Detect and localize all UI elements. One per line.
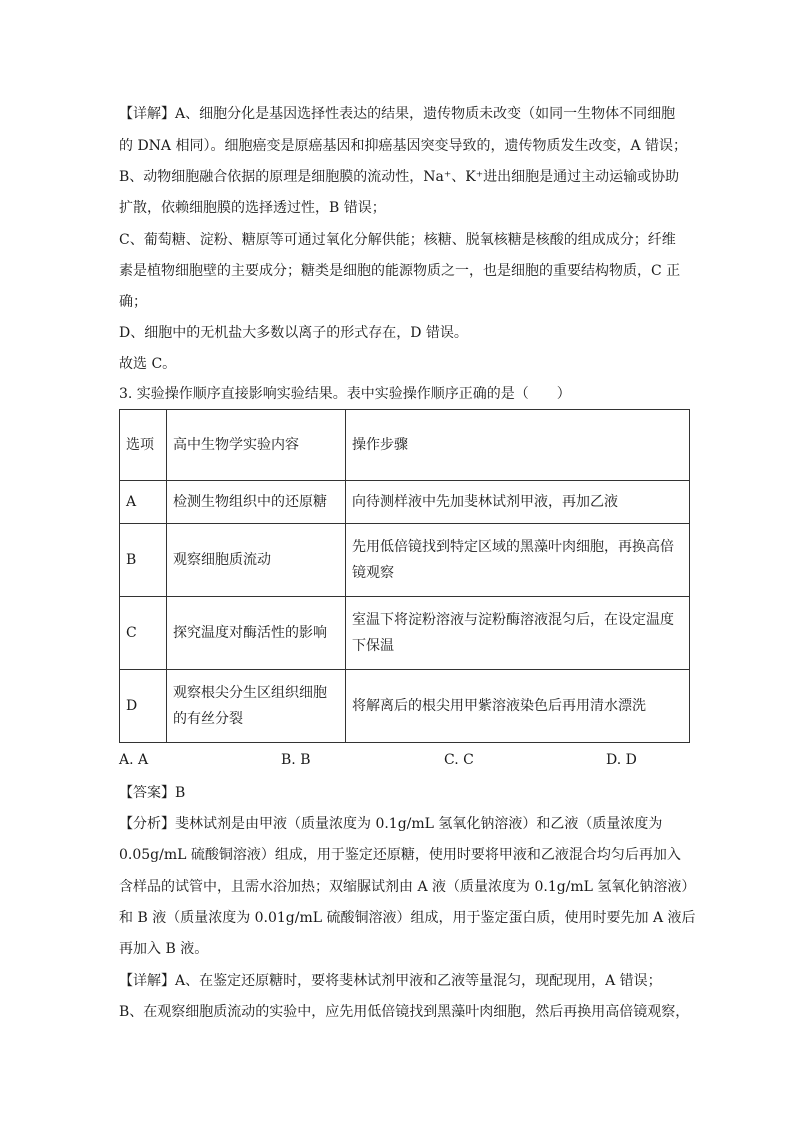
detail-line-8: D、细胞中的无机盐大多数以离子的形式存在，D 错误。 <box>119 325 468 341</box>
row-option: B <box>120 524 167 597</box>
header-content: 高中生物学实验内容 <box>167 410 346 481</box>
option-a: A. A <box>119 752 149 768</box>
option-d: D. D <box>606 752 637 768</box>
experiment-table <box>119 409 690 743</box>
detail-line-3: B、动物细胞融合依据的原理是细胞膜的流动性，Na⁺、K⁺进出细胞是通过主动运输或协助 <box>119 169 680 185</box>
row-option: A <box>120 481 167 524</box>
conclusion-line: 故选 C。 <box>119 356 177 372</box>
detail-line-6: 素是植物细胞壁的主要成分；糖类是细胞的能源物质之一，也是细胞的重要结构物质，C 正 <box>119 263 681 279</box>
analysis-line-4: 和 B 液（质量浓度为 0.01g/mL 硫酸铜溶液）组成，用于鉴定蛋白质，使用时要先加 A 液后 <box>119 910 696 926</box>
table-header-row <box>120 410 690 481</box>
answer-options <box>119 752 694 770</box>
table-row <box>120 597 690 670</box>
header-option: 选项 <box>120 410 167 481</box>
row-steps: 向待测样液中先加斐林试剂甲液，再加乙液 <box>346 481 690 524</box>
analysis-line-1: 【分析】斐林试剂是由甲液（质量浓度为 0.1g/mL 氢氧化钠溶液）和乙液（质量浓度为 <box>119 816 663 832</box>
table-row <box>120 670 690 743</box>
analysis-line-2: 0.05g/mL 硫酸铜溶液）组成，用于鉴定还原糖，使用时要将甲液和乙液混合均匀后再加入 <box>119 847 681 863</box>
table-row <box>120 481 690 524</box>
detail-line-5: C、葡萄糖、淀粉、糖原等可通过氧化分解供能；核糖、脱氧核糖是核酸的组成成分；纤维 <box>119 232 676 248</box>
row-option: D <box>120 670 167 743</box>
header-steps: 操作步骤 <box>346 410 690 481</box>
row-steps: 先用低倍镜找到特定区域的黑藻叶肉细胞，再换高倍镜观察 <box>346 524 690 597</box>
answer-line: 【答案】B <box>119 785 186 801</box>
option-b: B. B <box>281 752 311 768</box>
row-option: C <box>120 597 167 670</box>
detail2-line-2: B、在观察细胞质流动的实验中，应先用低倍镜找到黑藻叶肉细胞，然后再换用高倍镜观察， <box>119 1004 690 1020</box>
row-steps: 将解离后的根尖用甲紫溶液染色后再用清水漂洗 <box>346 670 690 743</box>
detail-line-2: 的 DNA 相同）。细胞癌变是原癌基因和抑癌基因突变导致的，遗传物质发生改变，A 错误； <box>119 138 688 154</box>
row-steps: 室温下将淀粉溶液与淀粉酶溶液混匀后，在设定温度下保温 <box>346 597 690 670</box>
analysis-line-5: 再加入 B 液。 <box>119 941 209 957</box>
table-row <box>120 524 690 597</box>
detail2-line-1: 【详解】A、在鉴定还原糖时，要将斐林试剂甲液和乙液等量混匀，现配现用，A 错误； <box>119 973 662 989</box>
analysis-line-3: 含样品的试管中，且需水浴加热；双缩脲试剂由 A 液（质量浓度为 0.1g/mL 氢氧化钠溶液） <box>119 879 696 895</box>
option-c: C. C <box>444 752 474 768</box>
question-stem: 3. 实验操作顺序直接影响实验结果。表中实验操作顺序正确的是（ ） <box>119 386 571 402</box>
row-content: 检测生物组织中的还原糖 <box>167 481 346 524</box>
detail-line-7: 确； <box>119 294 147 310</box>
detail-line-1: 【详解】A、细胞分化是基因选择性表达的结果，遗传物质未改变（如同一生物体不同细胞 <box>119 106 676 122</box>
row-content: 探究温度对酶活性的影响 <box>167 597 346 670</box>
row-content: 观察根尖分生区组织细胞的有丝分裂 <box>167 670 346 743</box>
row-content: 观察细胞质流动 <box>167 524 346 597</box>
detail-line-4: 扩散，依赖细胞膜的选择透过性，B 错误； <box>119 200 386 216</box>
